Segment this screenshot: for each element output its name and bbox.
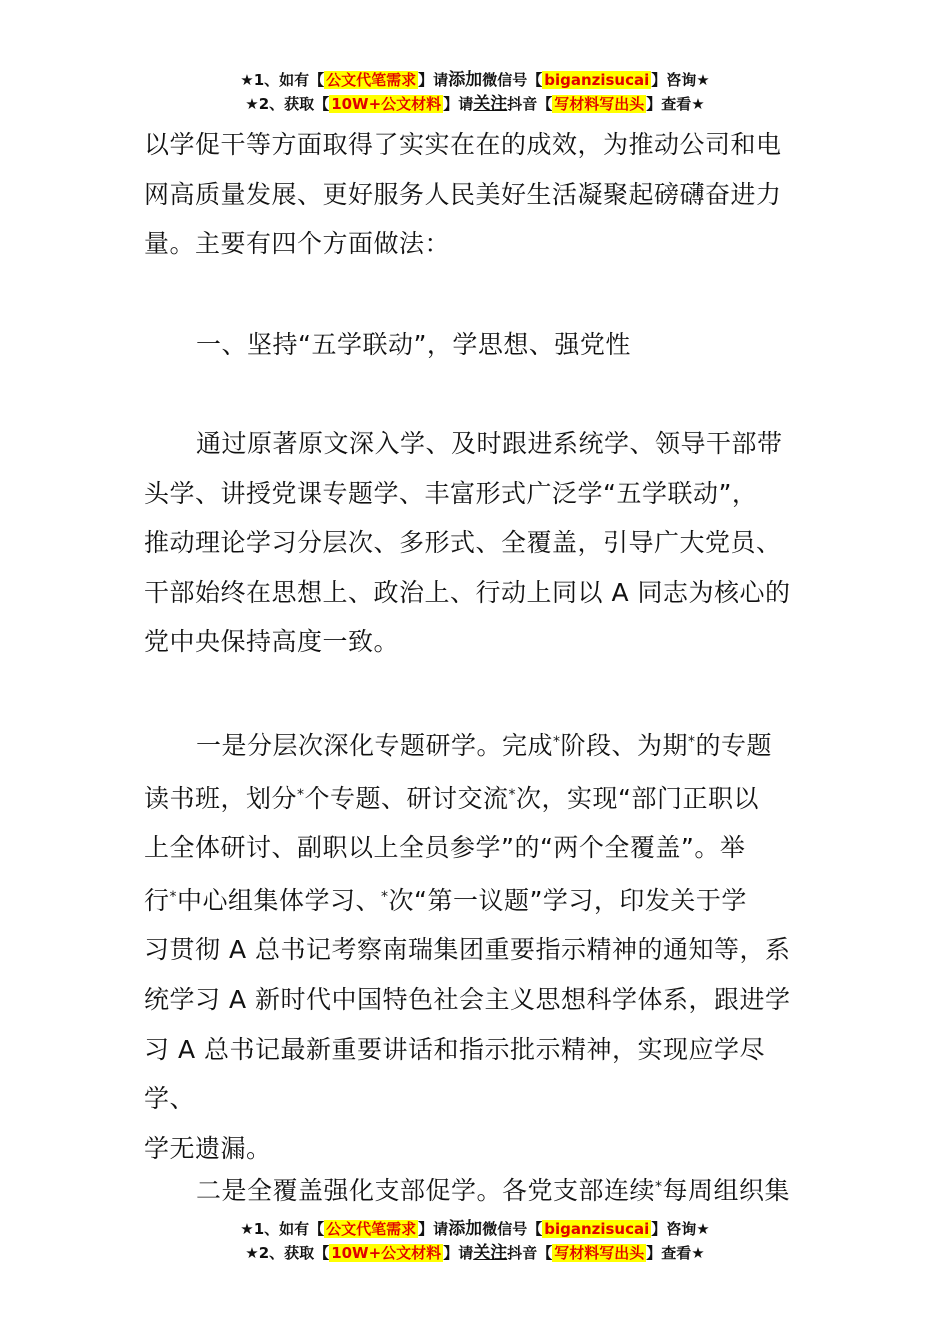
banner-text: ★2、获取【 bbox=[245, 95, 330, 113]
text-segment: 每周组织集 bbox=[662, 1176, 791, 1205]
banner-text: 】请 bbox=[443, 95, 474, 113]
banner-text: ★1、如有【 bbox=[240, 1220, 325, 1238]
banner-emphasis: 添加 bbox=[448, 1219, 483, 1239]
header-banner bbox=[0, 68, 950, 116]
banner-line-2 bbox=[0, 1241, 950, 1265]
banner-highlight: 10W+公文材料 bbox=[331, 1244, 442, 1262]
banner-text: 微信号【 bbox=[482, 1220, 543, 1238]
banner-text: ★2、获取【 bbox=[245, 1244, 330, 1262]
paragraph-quanfugai bbox=[144, 1163, 814, 1216]
paragraph-fencengci bbox=[144, 718, 814, 1173]
text-line: 统学习 A 新时代中国特色社会主义思想科学体系，跟进学 bbox=[144, 984, 791, 1014]
text-segment: 一是分层次深化专题研学。完成 bbox=[196, 731, 554, 760]
text-segment: 次，实现“部门正职以 bbox=[516, 783, 759, 813]
text-segment: 个专题、研讨交流 bbox=[304, 783, 509, 813]
text-line: 以学促干等方面取得了实实在在的成效，为推动公司和电 bbox=[144, 130, 782, 159]
text-segment: 读书班，划分 bbox=[144, 783, 298, 813]
placeholder-star: * bbox=[553, 734, 561, 750]
placeholder-star: * bbox=[508, 786, 517, 803]
section-heading: 一、坚持“五学联动”，学思想、强党性 bbox=[196, 330, 631, 359]
paragraph-wuxue bbox=[144, 419, 814, 667]
text-line: 习 A 总书记最新重要讲话和指示批示精神，实现应学尽学、 bbox=[144, 1034, 765, 1114]
banner-emphasis: 添加 bbox=[448, 70, 483, 90]
text-line: 网高质量发展、更好服务人民美好生活凝聚起磅礴奋进力 bbox=[144, 179, 782, 209]
banner-text: 】查看★ bbox=[646, 95, 705, 113]
text-line: 党中央保持高度一致。 bbox=[144, 627, 400, 657]
banner-text: 抖音【 bbox=[507, 95, 553, 113]
banner-text: 微信号【 bbox=[482, 71, 543, 89]
placeholder-star: * bbox=[688, 734, 696, 750]
banner-highlight: biganzisucai bbox=[544, 1220, 650, 1238]
banner-text: 】咨询★ bbox=[651, 71, 710, 89]
placeholder-star: * bbox=[297, 786, 305, 803]
banner-highlight: 10W+公文材料 bbox=[331, 95, 442, 113]
text-line: 量。主要有四个方面做法： bbox=[144, 229, 451, 259]
document-body bbox=[144, 120, 814, 269]
paragraph-block-1 bbox=[144, 419, 814, 667]
banner-highlight: 公文代笔需求 bbox=[326, 1220, 417, 1238]
text-line: 学无遗漏。 bbox=[144, 1133, 272, 1163]
banner-text: 】请 bbox=[418, 1220, 449, 1238]
banner-text: 】请 bbox=[418, 71, 449, 89]
text-segment: 次“第一议题”学习，印发关于学 bbox=[388, 885, 747, 915]
banner-text: 】请 bbox=[443, 1244, 474, 1262]
banner-text: 抖音【 bbox=[507, 1244, 553, 1262]
paragraph-intro bbox=[144, 120, 814, 269]
text-segment: 中心组集体学习、 bbox=[177, 885, 382, 915]
banner-text: ★1、如有【 bbox=[240, 71, 325, 89]
banner-highlight: 公文代笔需求 bbox=[326, 71, 417, 89]
placeholder-star: * bbox=[381, 888, 389, 905]
banner-text: 】咨询★ bbox=[651, 1220, 710, 1238]
text-line: 上全体研讨、副职以上全员参学”的“两个全覆盖”。举 bbox=[144, 833, 746, 863]
text-line: 干部始终在思想上、政治上、行动上同以 A 同志为核心的 bbox=[144, 577, 791, 607]
text-line: 头学、讲授党课专题学、丰富形式广泛学“五学联动”， bbox=[144, 478, 758, 508]
text-segment: 阶段、为期 bbox=[560, 731, 689, 760]
banner-line-1 bbox=[0, 68, 950, 92]
paragraph-block-2 bbox=[144, 718, 814, 1173]
banner-line-1 bbox=[0, 1217, 950, 1241]
text-line: 推动理论学习分层次、多形式、全覆盖，引导广大党员、 bbox=[144, 528, 782, 558]
section-heading-block bbox=[144, 320, 814, 370]
text-segment: 的专题 bbox=[695, 731, 773, 760]
placeholder-star: * bbox=[169, 888, 178, 905]
text-line: 通过原著原文深入学、及时跟进系统学、领导干部带 bbox=[196, 429, 783, 458]
banner-highlight: 写材料写出头 bbox=[554, 1244, 645, 1262]
text-segment: 行 bbox=[144, 885, 170, 915]
text-line: 习贯彻 A 总书记考察南瑞集团重要指示精神的通知等，系 bbox=[144, 935, 791, 965]
banner-highlight: biganzisucai bbox=[544, 71, 650, 89]
banner-line-2 bbox=[0, 92, 950, 116]
banner-emphasis: 关注 bbox=[473, 94, 508, 114]
banner-text: 】查看★ bbox=[646, 1244, 705, 1262]
banner-emphasis: 关注 bbox=[473, 1243, 508, 1263]
paragraph-block-3 bbox=[144, 1163, 814, 1216]
text-segment: 二是全覆盖强化支部促学。各党支部连续 bbox=[196, 1176, 656, 1205]
placeholder-star: * bbox=[655, 1179, 663, 1195]
banner-highlight: 写材料写出头 bbox=[554, 95, 645, 113]
footer-banner bbox=[0, 1217, 950, 1265]
